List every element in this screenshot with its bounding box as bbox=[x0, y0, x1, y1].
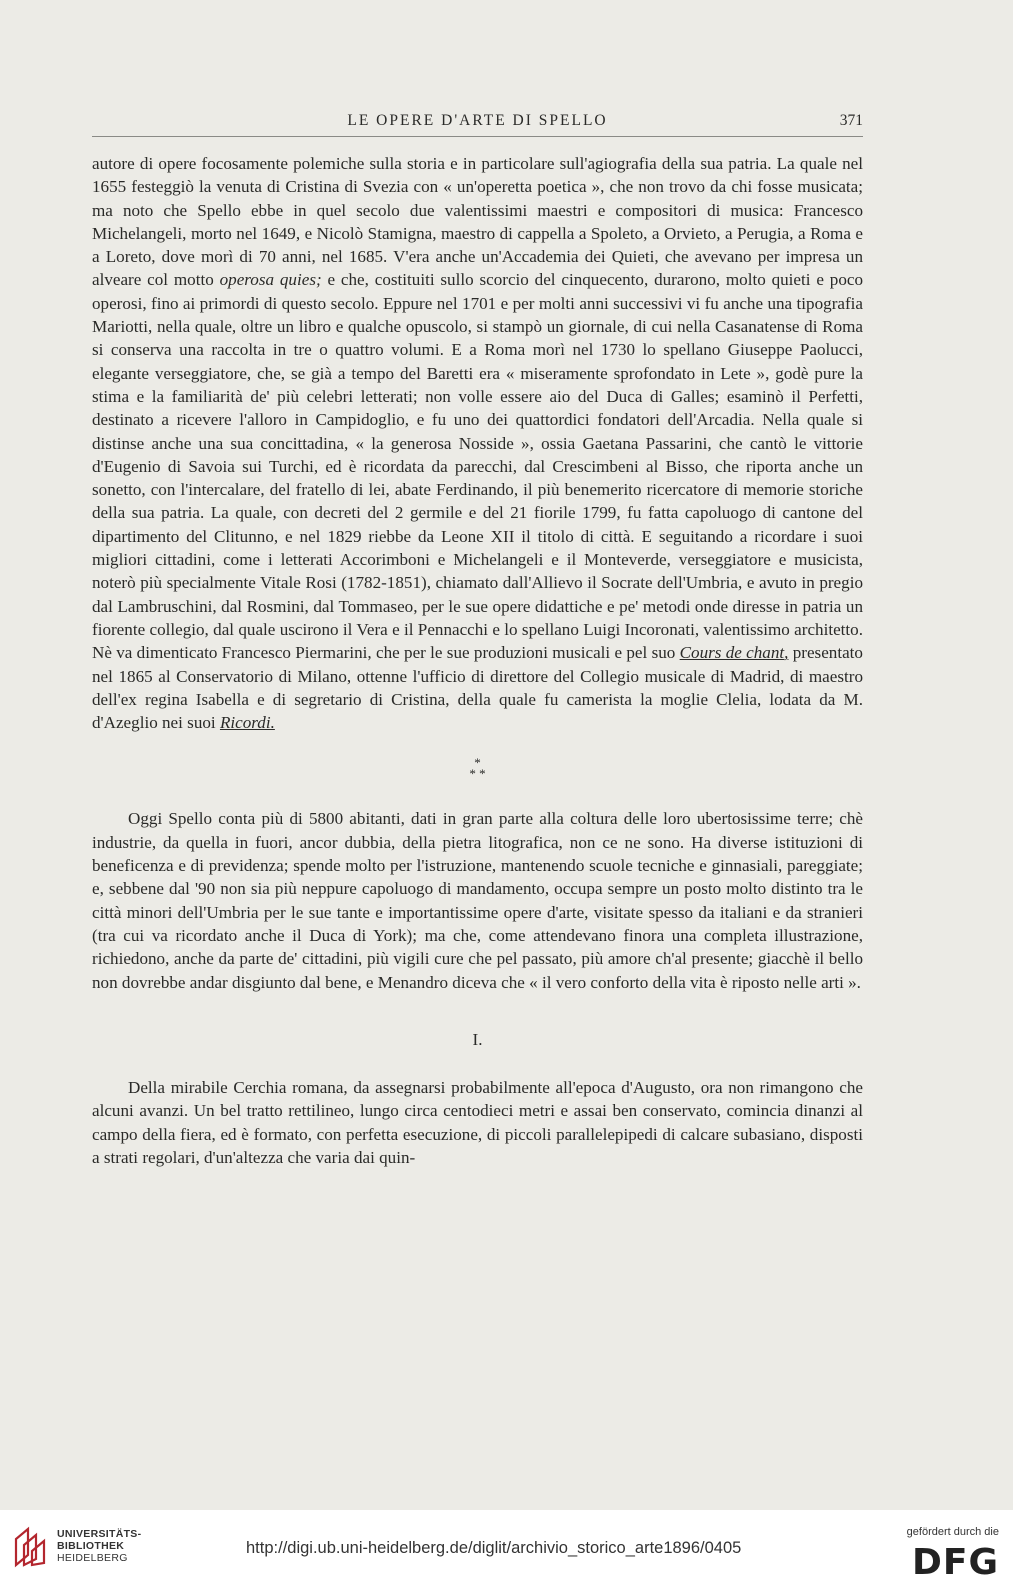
text-run: presentato nel 1865 al Conservatorio di Milano, ottenne l'ufficio di direttore del Collegio musicale di Madrid, di maestro dell'ex regina Isabella e di segretario di Cristina, della quale fu camerista la moglie Clelia, lodata da M. d'Azeglio nei suoi bbox=[92, 643, 863, 733]
library-name-line: BIBLIOTHEK bbox=[57, 1540, 125, 1552]
library-name-line: UNIVERSITÄTS- bbox=[57, 1528, 142, 1540]
page-number: 371 bbox=[839, 112, 863, 129]
library-name bbox=[57, 1528, 141, 1564]
page-header bbox=[92, 112, 863, 134]
digitization-footer bbox=[0, 1510, 1013, 1591]
library-name-line: HEIDELBERG bbox=[57, 1552, 128, 1564]
paragraph-1 bbox=[92, 152, 863, 734]
text-run: e che, costituiti sullo scorcio del cinquecento, durarono, molto quieti e poco operosi, fino ai primordi di questo secolo. Eppure nel 1701 e per molti anni successivi vi fu anche una tipografia Mariotti, nella quale, oltre un libro e qualche opuscolo, si stampò un giornale, di cui nella Casanatense di Roma si conserva una raccolta in tre o quattro volumi. E a Roma morì nel 1730 lo spellano Giuseppe Paolucci, elegante verseggiatore, che, se già a tempo del Baretti era « miseramente sprofondato in Lete », godè pure la stima e la familiarità de' più celebri letterati; non volle essere aio del Duca di Galles; esaminò il Perfetti, destinato a ricevere l'alloro in Campidoglio, e fu uno dei quattordici fondatori dell'Arcadia. Nella quale si distinse anche una sua concittadina, « la generosa Nosside », ossia Gaetana Passarini, che cantò le vittorie d'Eugenio di Savoia sui Turchi, ed è ricordata da parecchi, dal Crescimbeni al Bisso, che riporta anche un sonetto, con l'intercalare, del fratello di lei, abate Ferdinando, il più benemerito ricercatore di memorie storiche della sua patria. La quale, con decreti del 2 germile e del 21 fiorile 1799, fu fatta capoluogo di cantone del dipartimento del Clitunno, e nel 1829 riebbe da Leone XII il titolo di città. E seguitando a ricordare i suoi migliori cittadini, come i letterati Accorimboni e Michelangeli e il Monteverde, verseggiatore e musicista, noterò più specialmente Vitale Rosi (1782-1851), chiamato dall'Allievo il Socrate dell'Umbria, e avuto in pregio dal Lambruschini, dal Rosmini, dal Tommaseo, per le sue opere didattiche e pe' metodi onde diresse in patria un fiorente collegio, dal quale uscirono il Vera e il Pennacchi e lo spellano Luigi Incoronati, valentissimo architetto. Nè va dimenticato Francesco Piermarini, che per le sue produzioni musicali e pel suo bbox=[92, 270, 863, 663]
text-run: autore di opere focosamente polemiche sulla storia e in particolare sull'agiografia della sua patria. La quale nel 1655 festeggiò la venuta di Cristina di Svezia con « un'operetta poetica », che non trovo da chi fosse musicata; ma noto che Spello ebbe in quel secolo due valentissimi maestri e compositori di musica: Francesco Michelangeli, morto nel 1649, e Nicolò Stamigna, maestro di cappella a Spoleto, a Orvieto, a Perugia, a Roma e a Loreto, dove morì di 70 anni, nel 1685. V'era anche un'Accademia dei Quieti, che avevano per impresa un alveare col motto bbox=[92, 154, 863, 290]
paragraph-3: Della mirabile Cerchia romana, da assegnarsi probabilmente all'epoca d'Augusto, ora non rimangono che alcuni avanzi. Un bel tratto rettilineo, lungo circa centodieci metri e assai ben conservato, comincia dinanzi al campo della fiera, ed è formato, con perfetta esecuzione, di piccoli parallelepipedi di calcare subasiano, disposti a strati regolari, d'un'altezza che varia dai quin- bbox=[92, 1078, 863, 1167]
italic-motto: operosa quies; bbox=[219, 270, 322, 290]
section-number: I. bbox=[472, 1029, 483, 1049]
italic-title-cours: Cours de chant, bbox=[679, 643, 789, 663]
body-text bbox=[92, 152, 863, 1169]
funding-note: gefördert durch die bbox=[906, 1526, 999, 1538]
running-title: LE OPERE D'ARTE DI SPELLO bbox=[347, 112, 608, 129]
paragraph-2: Oggi Spello conta più di 5800 abitanti, dati in gran parte alla coltura delle loro ubertosissime terre; chè industrie, da quella in fuori, ancor dubbia, della pietra litografica, non ce ne sono. Ha diverse istituzioni di beneficenza e di previdenza; spende molto per l'istruzione, mantenendo scuole tecniche e ginnasiali, pareggiate; e, sebbene dal '90 non sia più neppure capoluogo di mandamento, occupa sempre un posto molto distinto tra le città minori dell'Umbria per le sue tante e importantissime opere d'arte, visitate spesso da italiani e da stranieri (tra cui va ricordato anche il Duca di York); ma che, come attendevano finora una completa illustrazione, richiedono, anche da parte de' cittadini, più vigili cure che pel passato, più amore ch'al presente; giacchè il bello non dovrebbe andar disgiunto dal bene, e Menandro diceva che « il vero conforto della vita è riposto nelle arti ». bbox=[92, 809, 863, 992]
asterism-bottom: * * bbox=[469, 766, 486, 782]
permalink-url[interactable]: http://digi.ub.uni-heidelberg.de/diglit/archivio_storico_arte1896/0405 bbox=[246, 1539, 742, 1557]
asterism-top: * bbox=[474, 755, 481, 771]
dfg-logo: DFG bbox=[911, 1542, 999, 1583]
italic-title-ricordi: Ricordi. bbox=[219, 713, 275, 733]
university-library-logo-icon bbox=[12, 1525, 50, 1569]
asterism bbox=[92, 755, 863, 782]
header-rule bbox=[92, 136, 863, 137]
